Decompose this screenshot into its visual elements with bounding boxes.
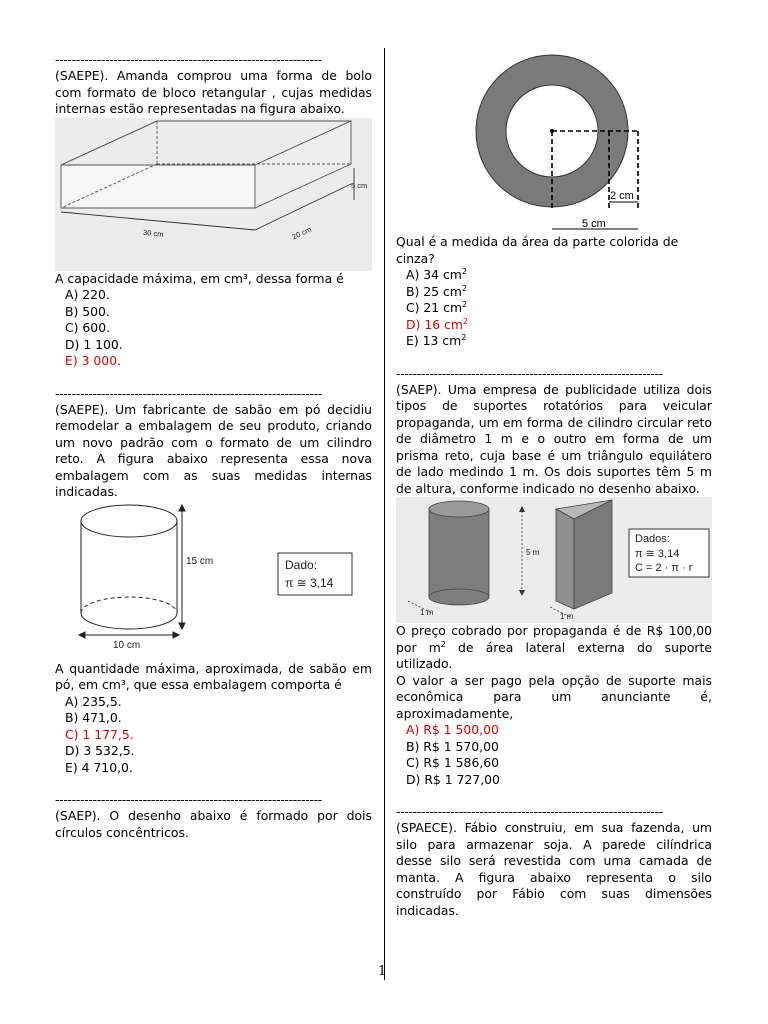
q4-question: O valor a ser pago pela opção de suporte mais econômica para um anunciante é, aproximadamente, <box>396 672 712 721</box>
q2-dado-title: Dado: <box>285 557 318 572</box>
q4-option-b: B) R$ 1 570,00 <box>406 738 499 754</box>
q4-price-text-b: de área lateral externa do suporte utilizado. <box>396 639 712 671</box>
q3-question: Qual é a medida da área da parte colorida de cinza? <box>396 234 679 266</box>
q1-question: A capacidade máxima, em cm³, dessa forma é <box>55 270 344 286</box>
q2-option-b: B) 471,0. <box>65 710 122 725</box>
q4-dados-circumference: C = 2 · π · r <box>635 562 693 574</box>
q4-statement: (SAEP). Uma empresa de publicidade utiliza dois tipos de suportes rotatórios para veicular propaganda, um em forma de cilindro circular reto de diâmetro 1 m e o outro em forma de um prisma reto, cuja base é um triângulo equilátero de lado medindo 1 m. Os dois suportes têm 5 m de altura, conforme indicado no desenho abaixo. <box>396 381 712 496</box>
q3-option-e <box>406 333 712 350</box>
q1-option-c: C) 600. <box>65 320 111 335</box>
q4-height-label: 5 m <box>526 548 540 557</box>
q1-option-a: A) 220. <box>65 287 110 302</box>
q2-option-a: A) 235,5. <box>65 693 122 709</box>
q2-diameter-label: 10 cm <box>113 639 141 651</box>
q3-option-b <box>406 284 712 301</box>
unit-exponent: 2 <box>462 299 468 309</box>
separator-line: ---------------------------------------------------------------- <box>396 365 663 381</box>
separator-line: ---------------------------------------------------------------- <box>396 804 663 819</box>
unit-exponent: 2 <box>461 283 467 293</box>
q4-option-c: C) R$ 1 586,60 <box>406 755 500 770</box>
q3-option-c <box>406 300 712 317</box>
page-number: 1 <box>378 964 387 979</box>
q4-supports-figure <box>396 497 712 623</box>
q3-statement: (SAEP). O desenho abaixo é formado por dois círculos concêntricos. <box>55 808 372 840</box>
q3-inner-label: 2 cm <box>610 190 634 202</box>
unit-exponent: 2 <box>462 316 468 326</box>
q2-question: A quantidade máxima, aproximada, de sabão em pó, em cm³, que essa embalagem comporta é <box>55 660 372 692</box>
q2-dado-value: π ≅ 3,14 <box>285 575 334 590</box>
q2-option-e: E) 4 710,0. <box>65 759 133 775</box>
q4-price-text <box>396 623 712 673</box>
q3-option-e-text: E) 13 cm <box>406 333 462 348</box>
q1-statement: (SAEPE). Amanda comprou uma forma de bolo com formato de bloco retangular , cujas medidas internas estão representadas na figura abaixo. <box>55 68 372 116</box>
q5-statement: (SPAECE). Fábio construiu, em sua fazenda, um silo para armazenar soja. A parede cilíndrica desse silo será revestida com uma camada de manta. A figura abaixo representa o silo construído por Fábio com suas dimensões indicadas. <box>396 820 712 918</box>
q3-option-c-text: C) 21 cm <box>406 300 463 315</box>
unit-exponent: 2 <box>461 332 467 342</box>
q1-length-label: 30 cm <box>142 227 164 239</box>
separator-line: ---------------------------------------------------------------- <box>55 385 322 401</box>
q1-width-label: 20 cm <box>290 224 313 241</box>
q1-option-e-answer: E) 3 000. <box>65 353 122 368</box>
q4-dados-pi: π ≅ 3,14 <box>635 548 680 560</box>
q1-option-d: D) 1 100. <box>65 336 123 352</box>
separator-line: ---------------------------------------------------------------- <box>55 52 322 67</box>
column-divider <box>384 48 385 980</box>
q1-box-figure <box>55 118 372 271</box>
q1-option-b: B) 500. <box>65 303 110 319</box>
right-column <box>396 52 712 919</box>
unit-exponent: 2 <box>440 639 446 649</box>
q2-cylinder-figure <box>55 501 372 661</box>
left-column <box>55 52 372 841</box>
q4-option-d: D) R$ 1 727,00 <box>406 771 500 787</box>
q2-option-c-answer: C) 1 177,5. <box>65 726 134 742</box>
q4-dados-title: Dados: <box>635 533 670 545</box>
q2-statement: (SAEPE). Um fabricante de sabão em pó decidiu remodelar a embalagem de seu produto, criando um novo padrão com o formato de um cilindro reto. A figura abaixo representa essa nova embalagem com as suas medidas internas indicadas. <box>55 401 372 499</box>
q4-base2-label: 1 m <box>560 612 574 621</box>
unit-exponent: 2 <box>461 266 467 276</box>
q3-outer-label: 5 cm <box>582 218 606 230</box>
q3-option-b-text: B) 25 cm <box>406 283 462 299</box>
q3-concentric-circles-figure <box>396 52 712 234</box>
q3-option-d-answer <box>406 317 712 334</box>
q3-option-a-text: A) 34 cm <box>406 267 462 282</box>
q4-option-a-answer: A) R$ 1 500,00 <box>406 722 499 737</box>
q2-height-label: 15 cm <box>186 555 214 567</box>
q3-option-d-text: D) 16 cm <box>406 316 463 332</box>
q3-option-a <box>406 267 712 284</box>
q4-base1-label: 1 m <box>420 608 434 617</box>
q1-height-label: 5 cm <box>351 180 368 190</box>
q4-price-text-a: O preço cobrado por propaganda é de R$ 100,00 por m <box>396 623 712 655</box>
q2-option-d: D) 3 532,5. <box>65 743 135 758</box>
separator-line: ---------------------------------------------------------------- <box>55 792 322 807</box>
